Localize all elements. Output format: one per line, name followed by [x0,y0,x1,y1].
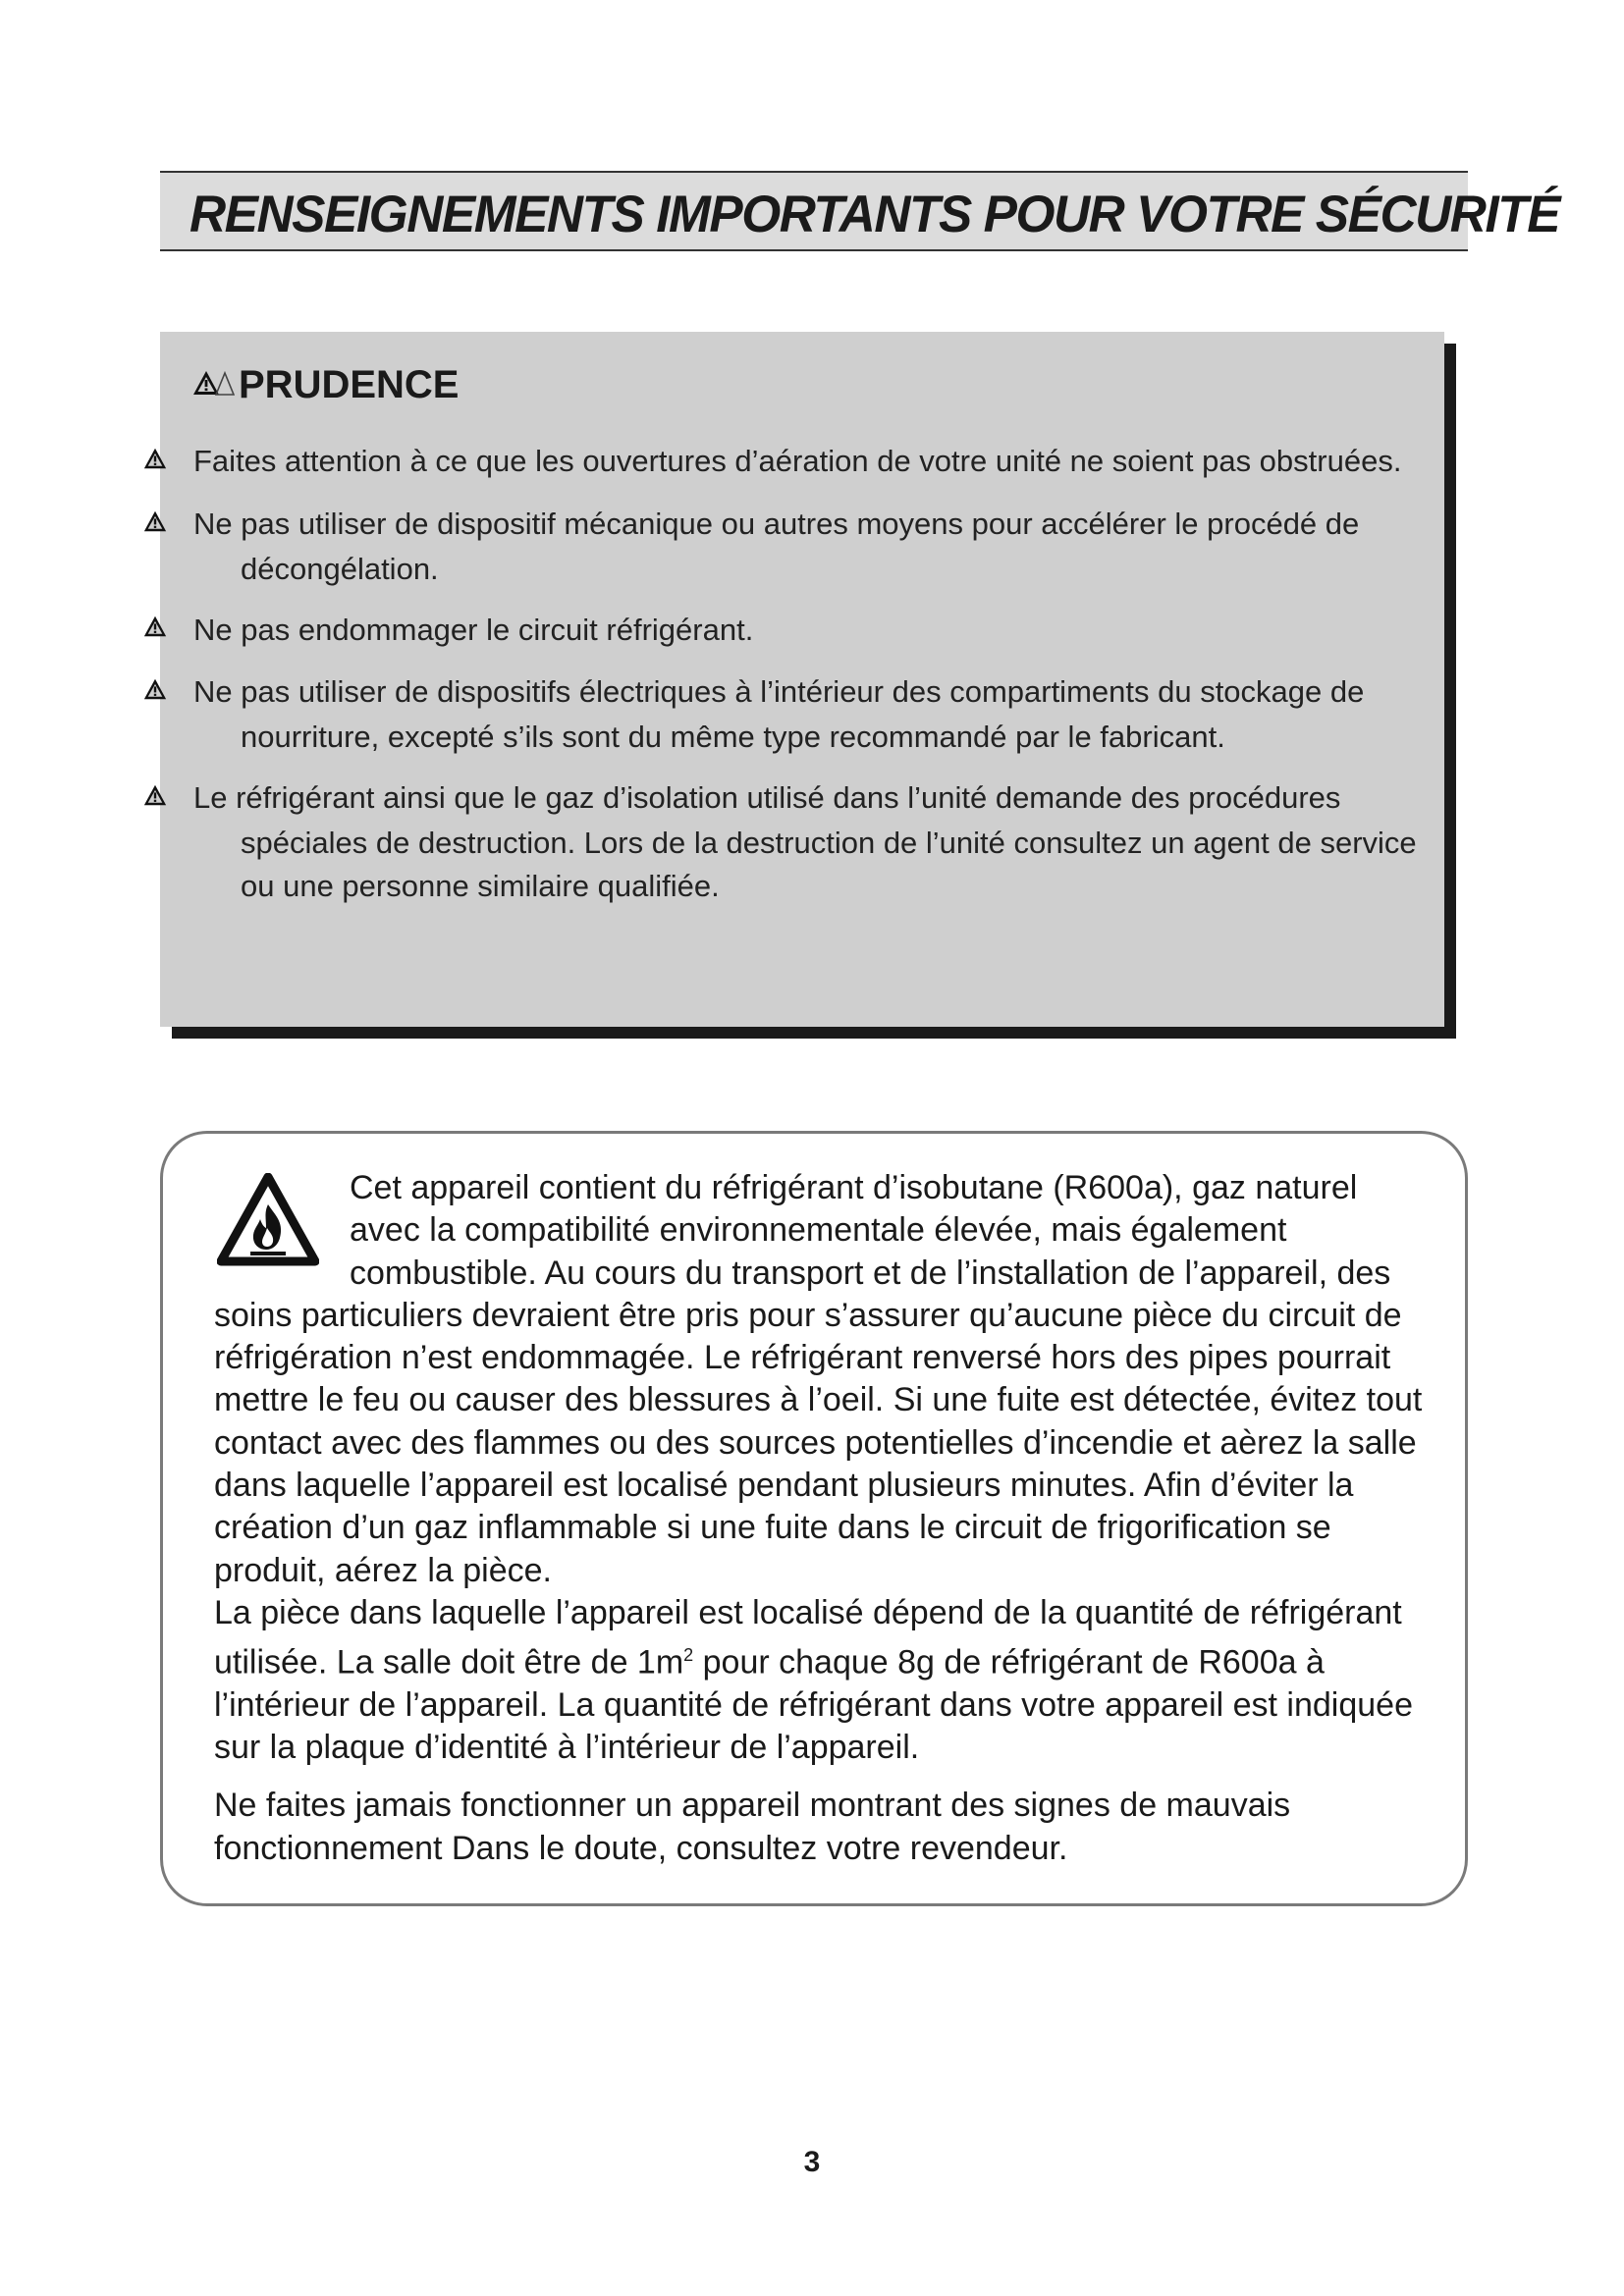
notice-paragraph-2-end: pour chaque 8g de réfrigérant de R600a à l’intérieur de l’appareil. La quantité de réfrigérant dans votre appareil est indiquée sur la plaque d’identité à l’intérieur de l’appareil. [214,1643,1413,1767]
caution-item [191,776,1419,908]
caution-heading-label: PRUDENCE [239,362,460,406]
caution-item-text: Ne pas utiliser de dispositif mécanique ou autres moyens pour accélérer le procédé de décongélation. [193,506,1360,586]
icon-spacer [214,1167,350,1291]
caution-item-text: Ne pas endommager le circuit réfrigérant. [193,612,754,647]
page-title: RENSEIGNEMENTS IMPORTANTS POUR VOTRE SÉCURITÉ [189,186,1560,243]
caution-item [191,440,1419,485]
warning-triangle-outline-icon [215,369,235,401]
caution-item [191,670,1419,759]
notice-paragraph-3: Ne faites jamais fonctionner un appareil montrant des signes de mauvais fonctionnement Dans le doute, consultez votre revendeur. [214,1787,1291,1867]
flammable-notice-text [214,1167,1432,1870]
caution-heading [191,361,459,408]
caution-item-text: Ne pas utiliser de dispositifs électriques à l’intérieur des compartiments du stockage de nourriture, excepté s’ils sont du même type recommandé par le fabricant. [193,674,1365,755]
notice-paragraph-2 [214,1592,1432,1770]
caution-item [191,503,1419,591]
caution-item [191,609,1419,654]
section-title-bar [160,171,1560,251]
page-number: 3 [803,2146,821,2178]
caution-item-text: Le réfrigérant ainsi que le gaz d’isolation utilisé dans l’unité demande des procédures spéciales de destruction. Lors de la destruction de l’unité consultez un agent de service ou une personne similaire qualifiée. [193,780,1417,904]
caution-list [191,440,1419,926]
notice-paragraph-1: Cet appareil contient du réfrigérant d’isobutane (R600a), gaz naturel avec la compatibilité environnementale élevée, mais également combustible. Au cours du transport et de l’installation de l’appareil, des soins particuliers devraient être pris pour s’assurer qu’aucune pièce du circuit de réfrigération n’est endommagée. Le réfrigérant renversé hors des pipes pourrait mettre le feu ou causer des blessures à l’oeil. Si une fuite est détectée, évitez tout contact avec des flammes ou des sources potentielles d’incendie et aèrez la salle dans laquelle l’appareil est localisé pendant plusieurs minutes. Afin d’éviter la création d’un gaz inflammable si une fuite dans le circuit de frigorification se produit, aérez la pièce. [214,1169,1423,1589]
caution-item-text: Faites attention à ce que les ouvertures d’aération de votre unité ne soient pas obstruées. [193,444,1402,478]
flammable-refrigerant-notice [160,1131,1468,1906]
superscript-2: 2 [683,1645,694,1666]
caution-box [160,332,1444,1027]
notice-paragraph-2-start: La pièce dans laquelle l’appareil est localisé dépend de la quantité de réfrigérant utilisée. La salle doit être de 1m [214,1593,1402,1682]
